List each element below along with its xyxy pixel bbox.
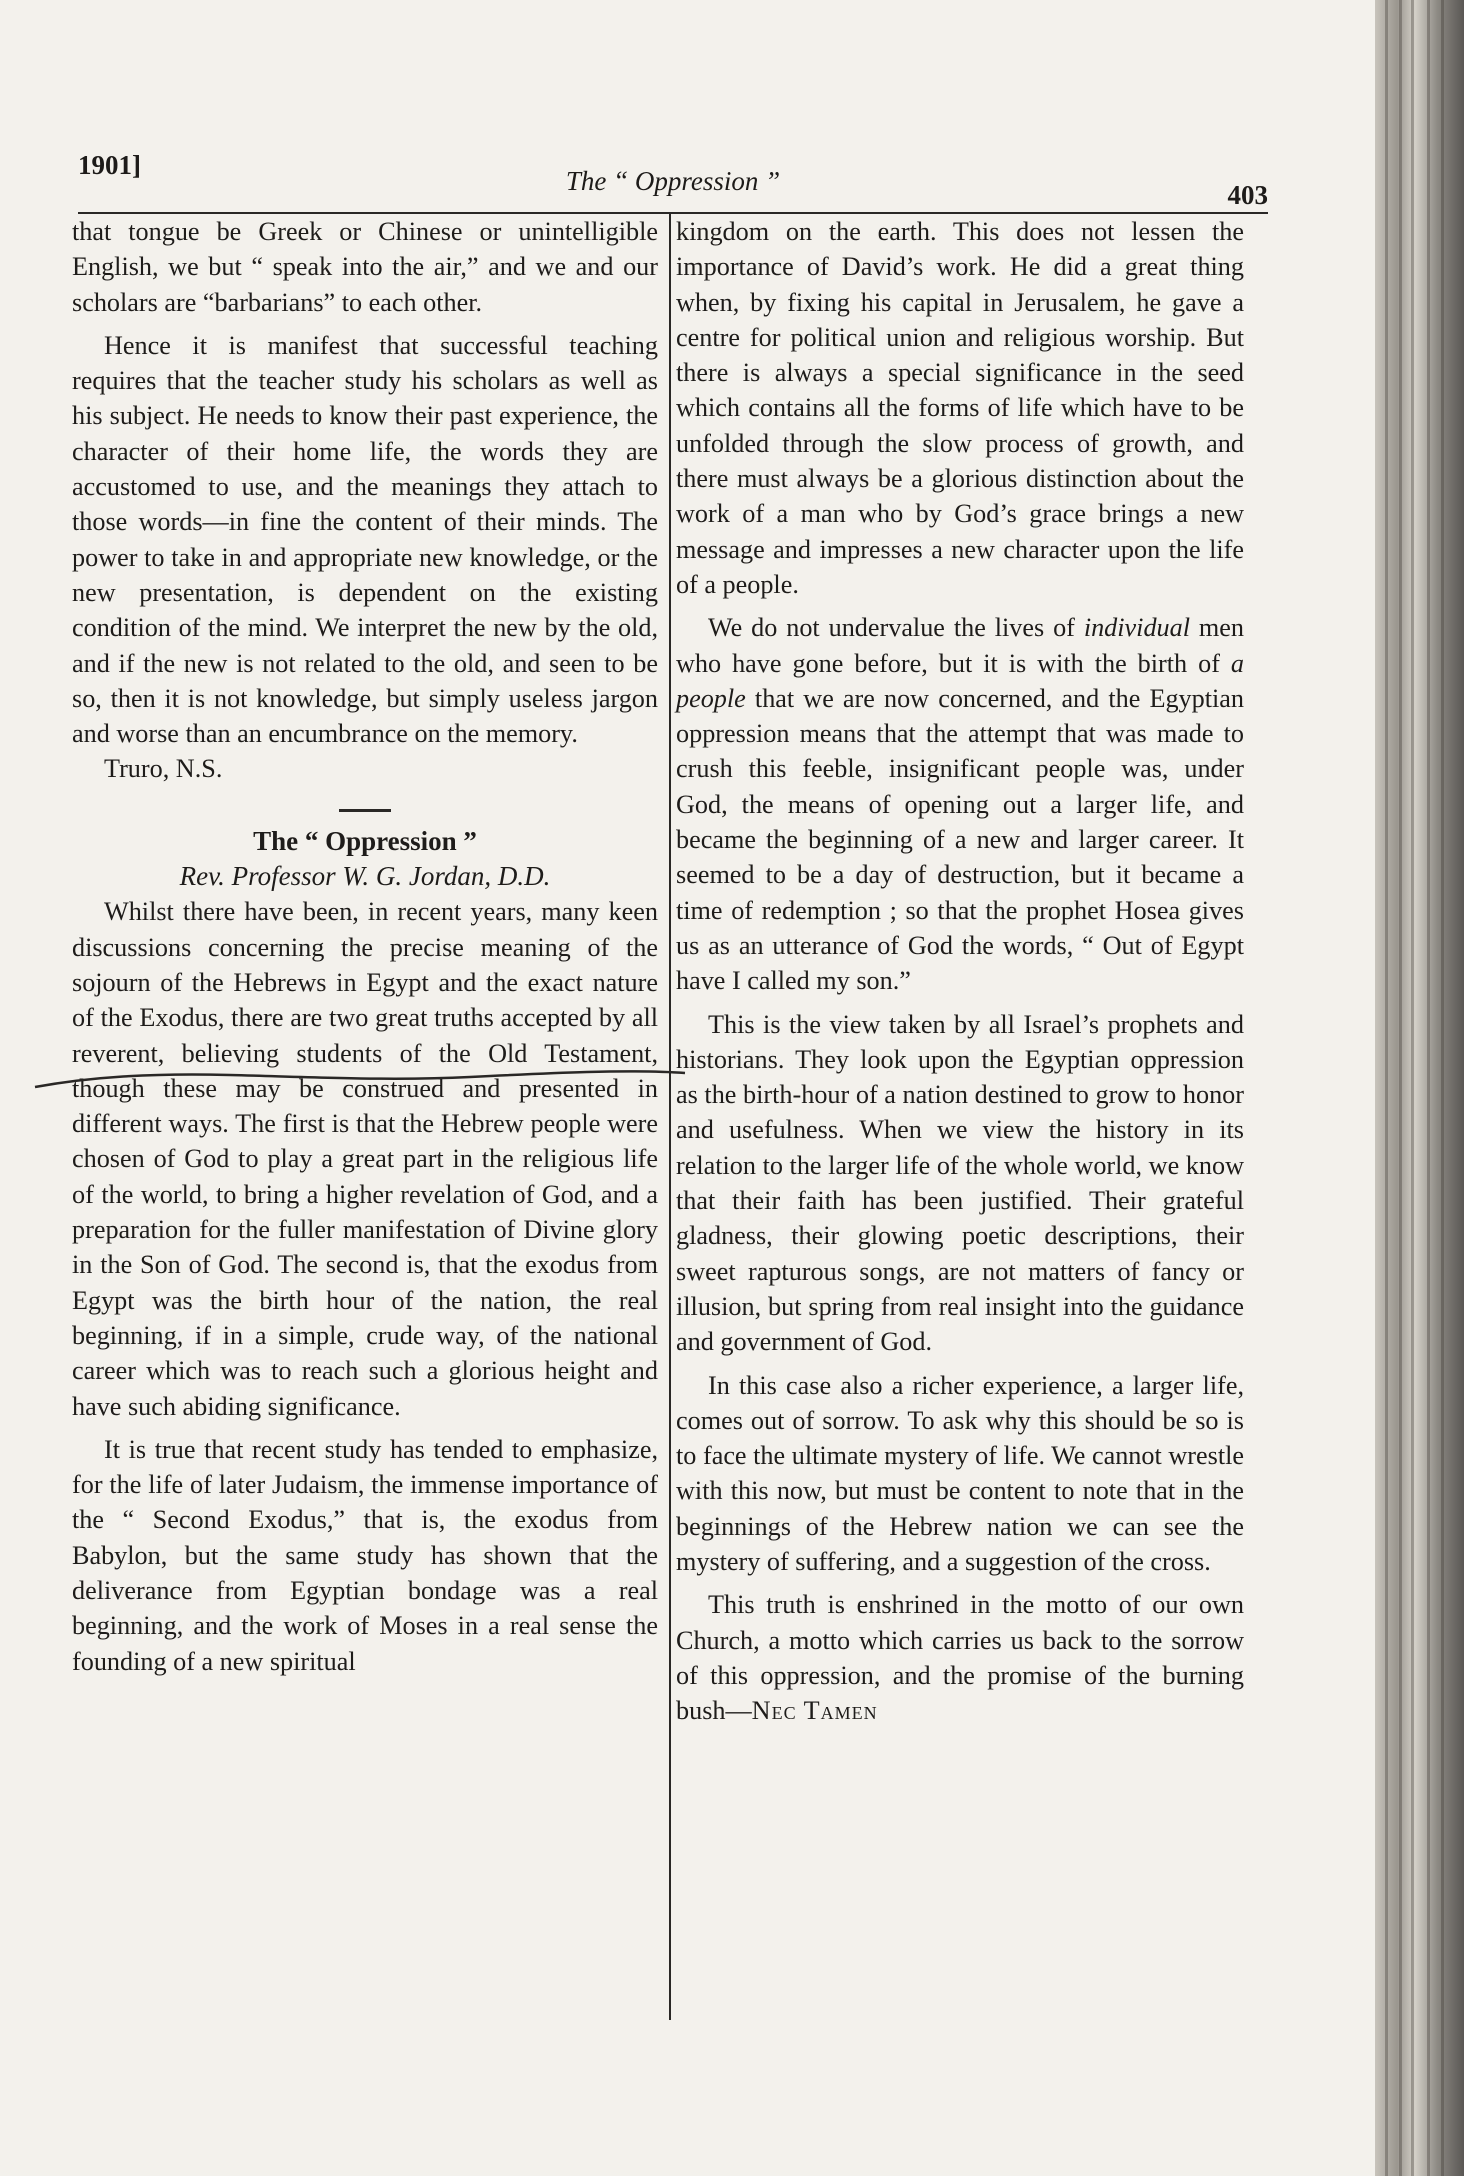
book-page-edges <box>1375 0 1464 2176</box>
left-paragraph-3: Whilst there have been, in recent years, many keen discussions concerning the precise meaning of the sojourn of the Hebrews in Egypt and the exact nature of the Exodus, there are two great truths accepted by all reverent, believing students of the Old Testament, though these may be construed and presented in different ways. The first is that the Hebrew people were chosen of God to play a great part in the religious life of the world, to bring a higher revelation of God, and a preparation for the fuller manifestation of Divine glory in the Son of God. The second is, that the exodus from Egypt was the birth hour of the nation, the real beginning, if in a simple, crude way, of the national career which was to reach such a glorious height and have such abiding significance. <box>72 897 658 1421</box>
right-paragraph-2 <box>676 610 1244 998</box>
right-paragraph-2-text-a: We do not undervalue the lives of <box>708 613 1084 643</box>
right-paragraph-5 <box>676 1587 1244 1728</box>
header-year: 1901] <box>78 150 141 180</box>
place-signature: Truro, N.S. <box>104 754 223 784</box>
section-divider <box>339 809 391 812</box>
emphasis-a-people: a people <box>676 648 1244 713</box>
left-paragraph-2: Hence it is manifest that successful teaching requires that the teacher study his scholars as well as his subject. He needs to know their past experience, the character of their home life, the words they are accustomed to use, and the meanings they attach to those words—in fine the content of their minds. The power to take in and appropriate new knowledge, or the new presentation, is dependent on the existing condition of the mind. We interpret the new by the old, and if the new is not related to the old, and seen to be so, then it is not knowledge, but simply useless jargon and worse than an encumbrance on the memory. <box>72 330 658 749</box>
pen-mark-squiggle <box>30 1055 690 1095</box>
right-paragraph-1: kingdom on the earth. This does not lessen the importance of David’s work. He did a great thing when, by fixing his capital in Jerusalem, he gave a centre for political union and religious worship. But there is always a special significance in the seed which contains all the forms of life which have to be unfolded through the slow process of growth, and there must always be a glorious distinction about the work of a man who by God’s grace brings a new message and impresses a new character upon the life of a people. <box>676 217 1244 599</box>
motto-small-caps: Nec Tamen <box>751 1696 878 1726</box>
right-column <box>676 214 1244 1728</box>
column-rule <box>669 214 671 2020</box>
emphasis-individual: individual <box>1083 613 1191 643</box>
header-running-title: The “ Oppression ” <box>565 166 781 196</box>
article-byline: Rev. Professor W. G. Jordan, D.D. <box>179 861 551 892</box>
running-header <box>78 150 1268 210</box>
right-paragraph-2-text-c: that we are now concerned, and the Egyptian oppression means that the attempt that was made to crush this feeble, insignificant people was, under God, the means of opening out a larger life, and became the beginning of a new and larger career. It seemed to be a day of destruction, but it became a time of redemption ; so that the prophet Hosea gives us as an utterance of God the words, “ Out of Egypt have I called my son.” <box>676 683 1244 996</box>
right-paragraph-2-text-b: men who have gone before, but it is with the birth of <box>676 613 1245 678</box>
left-column <box>72 214 658 1679</box>
left-paragraph-1: that tongue be Greek or Chinese or unintelligible English, we but “ speak into the air,” and we and our scholars are “barbarians” to each other. <box>72 217 658 317</box>
right-paragraph-5-text: This truth is enshrined in the motto of our own Church, a motto which carries us back to the sorrow of this oppression, and the promise of the burning bush— <box>676 1590 1244 1726</box>
page-number: 403 <box>1227 180 1268 210</box>
right-paragraph-4: In this case also a richer experience, a larger life, comes out of sorrow. To ask why this should be so is to face the ultimate mystery of life. We cannot wrestle with this now, but must be content to note that in the beginnings of the Hebrew nation we can see the mystery of suffering, and a suggestion of the cross. <box>676 1370 1244 1576</box>
right-paragraph-3: This is the view taken by all Israel’s prophets and historians. They look upon the Egyptian oppression as the birth-hour of a nation destined to grow to honor and usefulness. When we view the history in its relation to the larger life of the whole world, we know that their faith has been justified. Their grateful gladness, their glowing poetic descriptions, their sweet rapturous songs, are not matters of fancy or illusion, but spring from real insight into the guidance and government of God. <box>676 1009 1244 1357</box>
article-title: The “ Oppression ” <box>253 825 477 856</box>
left-paragraph-4: It is true that recent study has tended to emphasize, for the life of later Judaism, the immense importance of the “ Second Exodus,” that is, the exodus from Babylon, but the same study has shown that the deliverance from Egyptian bondage was a real beginning, and the work of Moses in a real sense the founding of a new spiritual <box>72 1434 658 1676</box>
